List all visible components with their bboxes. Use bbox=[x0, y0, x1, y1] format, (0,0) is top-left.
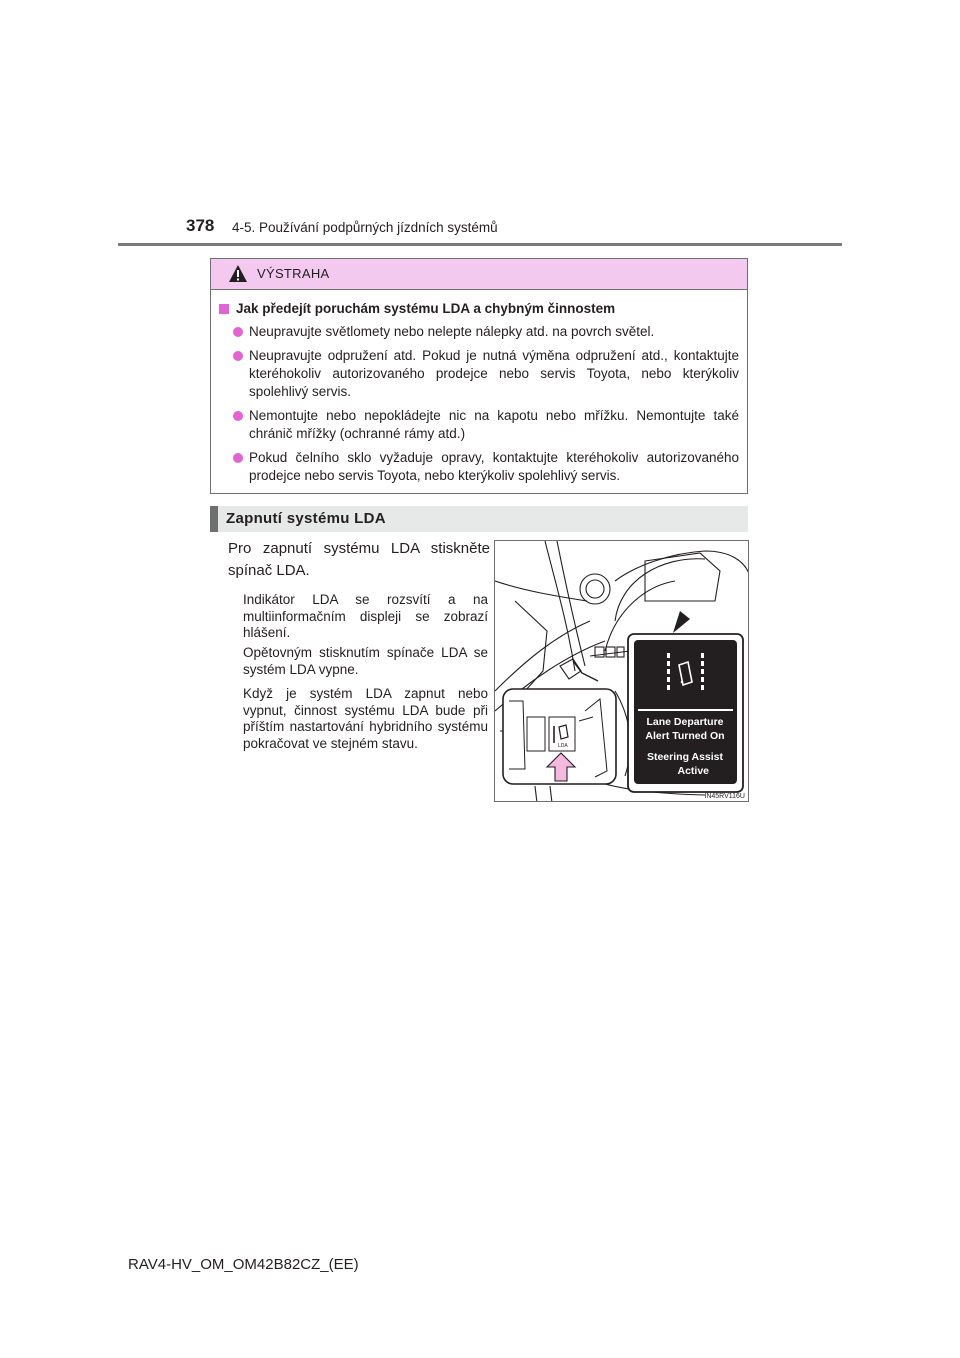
warning-label: VÝSTRAHA bbox=[257, 266, 330, 281]
warning-item bbox=[219, 407, 739, 443]
chapter-title: 4-5. Používání podpůrných jízdních systémů bbox=[232, 220, 498, 235]
square-bullet-icon bbox=[219, 304, 229, 314]
multi-info-display bbox=[495, 541, 749, 802]
warning-item-text: Neupravujte světlomety nebo nelepte nálepky atd. na povrch světel. bbox=[249, 324, 655, 339]
display-line-3: Steering Assist bbox=[646, 751, 724, 763]
warning-body bbox=[211, 290, 747, 485]
svg-text:LDA: LDA bbox=[558, 743, 568, 749]
lda-switch-illustration bbox=[494, 540, 749, 802]
warning-item bbox=[219, 347, 739, 401]
warning-box bbox=[210, 258, 748, 494]
display-line-2: Alert Turned On bbox=[645, 730, 725, 742]
warning-item-text: Neupravujte odpružení atd. Pokud je nutná výměna odpružení atd., kontaktujte kteréhokoliv autorizovaného prodejce nebo servis Toyota, nebo kterýkoliv spolehlivý servis. bbox=[249, 348, 739, 399]
section-title: Zapnutí systému LDA bbox=[226, 510, 386, 527]
warning-item bbox=[219, 449, 739, 485]
section-accent bbox=[210, 506, 218, 532]
display-line-1: Lane Departure bbox=[646, 716, 724, 728]
circle-bullet-icon bbox=[233, 351, 243, 361]
warning-item-text: Pokud čelního sklo vyžaduje opravy, kontaktujte kteréhokoliv autorizovaného prodejce nebo servis Toyota, nebo kterýkoliv spolehlivý servis. bbox=[249, 450, 739, 483]
warning-item bbox=[219, 323, 739, 341]
circle-bullet-icon bbox=[233, 453, 243, 463]
body-paragraph: Když je systém LDA zapnut nebo vypnut, činnost systému LDA bude při příštím nastartování hybridního systému pokračovat ve stejném stavu. bbox=[243, 686, 488, 751]
section-header bbox=[210, 506, 748, 532]
warning-header bbox=[211, 259, 747, 290]
warning-heading-text: Jak předejít poruchám systému LDA a chybným činnostem bbox=[236, 301, 616, 316]
warning-triangle-icon bbox=[228, 264, 248, 283]
circle-bullet-icon bbox=[233, 327, 243, 337]
page-number: 378 bbox=[186, 216, 215, 235]
warning-heading bbox=[219, 300, 739, 318]
body-paragraph: Opětovným stisknutím spínače LDA se systém LDA vypne. bbox=[243, 645, 488, 677]
header-divider bbox=[118, 243, 842, 246]
figure-code: IN45RV116U bbox=[704, 793, 745, 800]
body-paragraph: Indikátor LDA se rozsvítí a na multiinformačním displeji se zobrazí hlášení. bbox=[243, 592, 488, 640]
warning-item-text: Nemontujte nebo nepokládejte nic na kapotu nebo mřížku. Nemontujte také chránič mřížky (ochranné rámy atd.) bbox=[249, 408, 739, 441]
circle-bullet-icon bbox=[233, 411, 243, 421]
lead-instruction: Pro zapnutí systému LDA stiskněte spínač LDA. bbox=[228, 540, 490, 579]
display-line-4: Active bbox=[677, 765, 709, 777]
manual-code: RAV4-HV_OM_OM42B82CZ_(EE) bbox=[128, 1256, 359, 1273]
